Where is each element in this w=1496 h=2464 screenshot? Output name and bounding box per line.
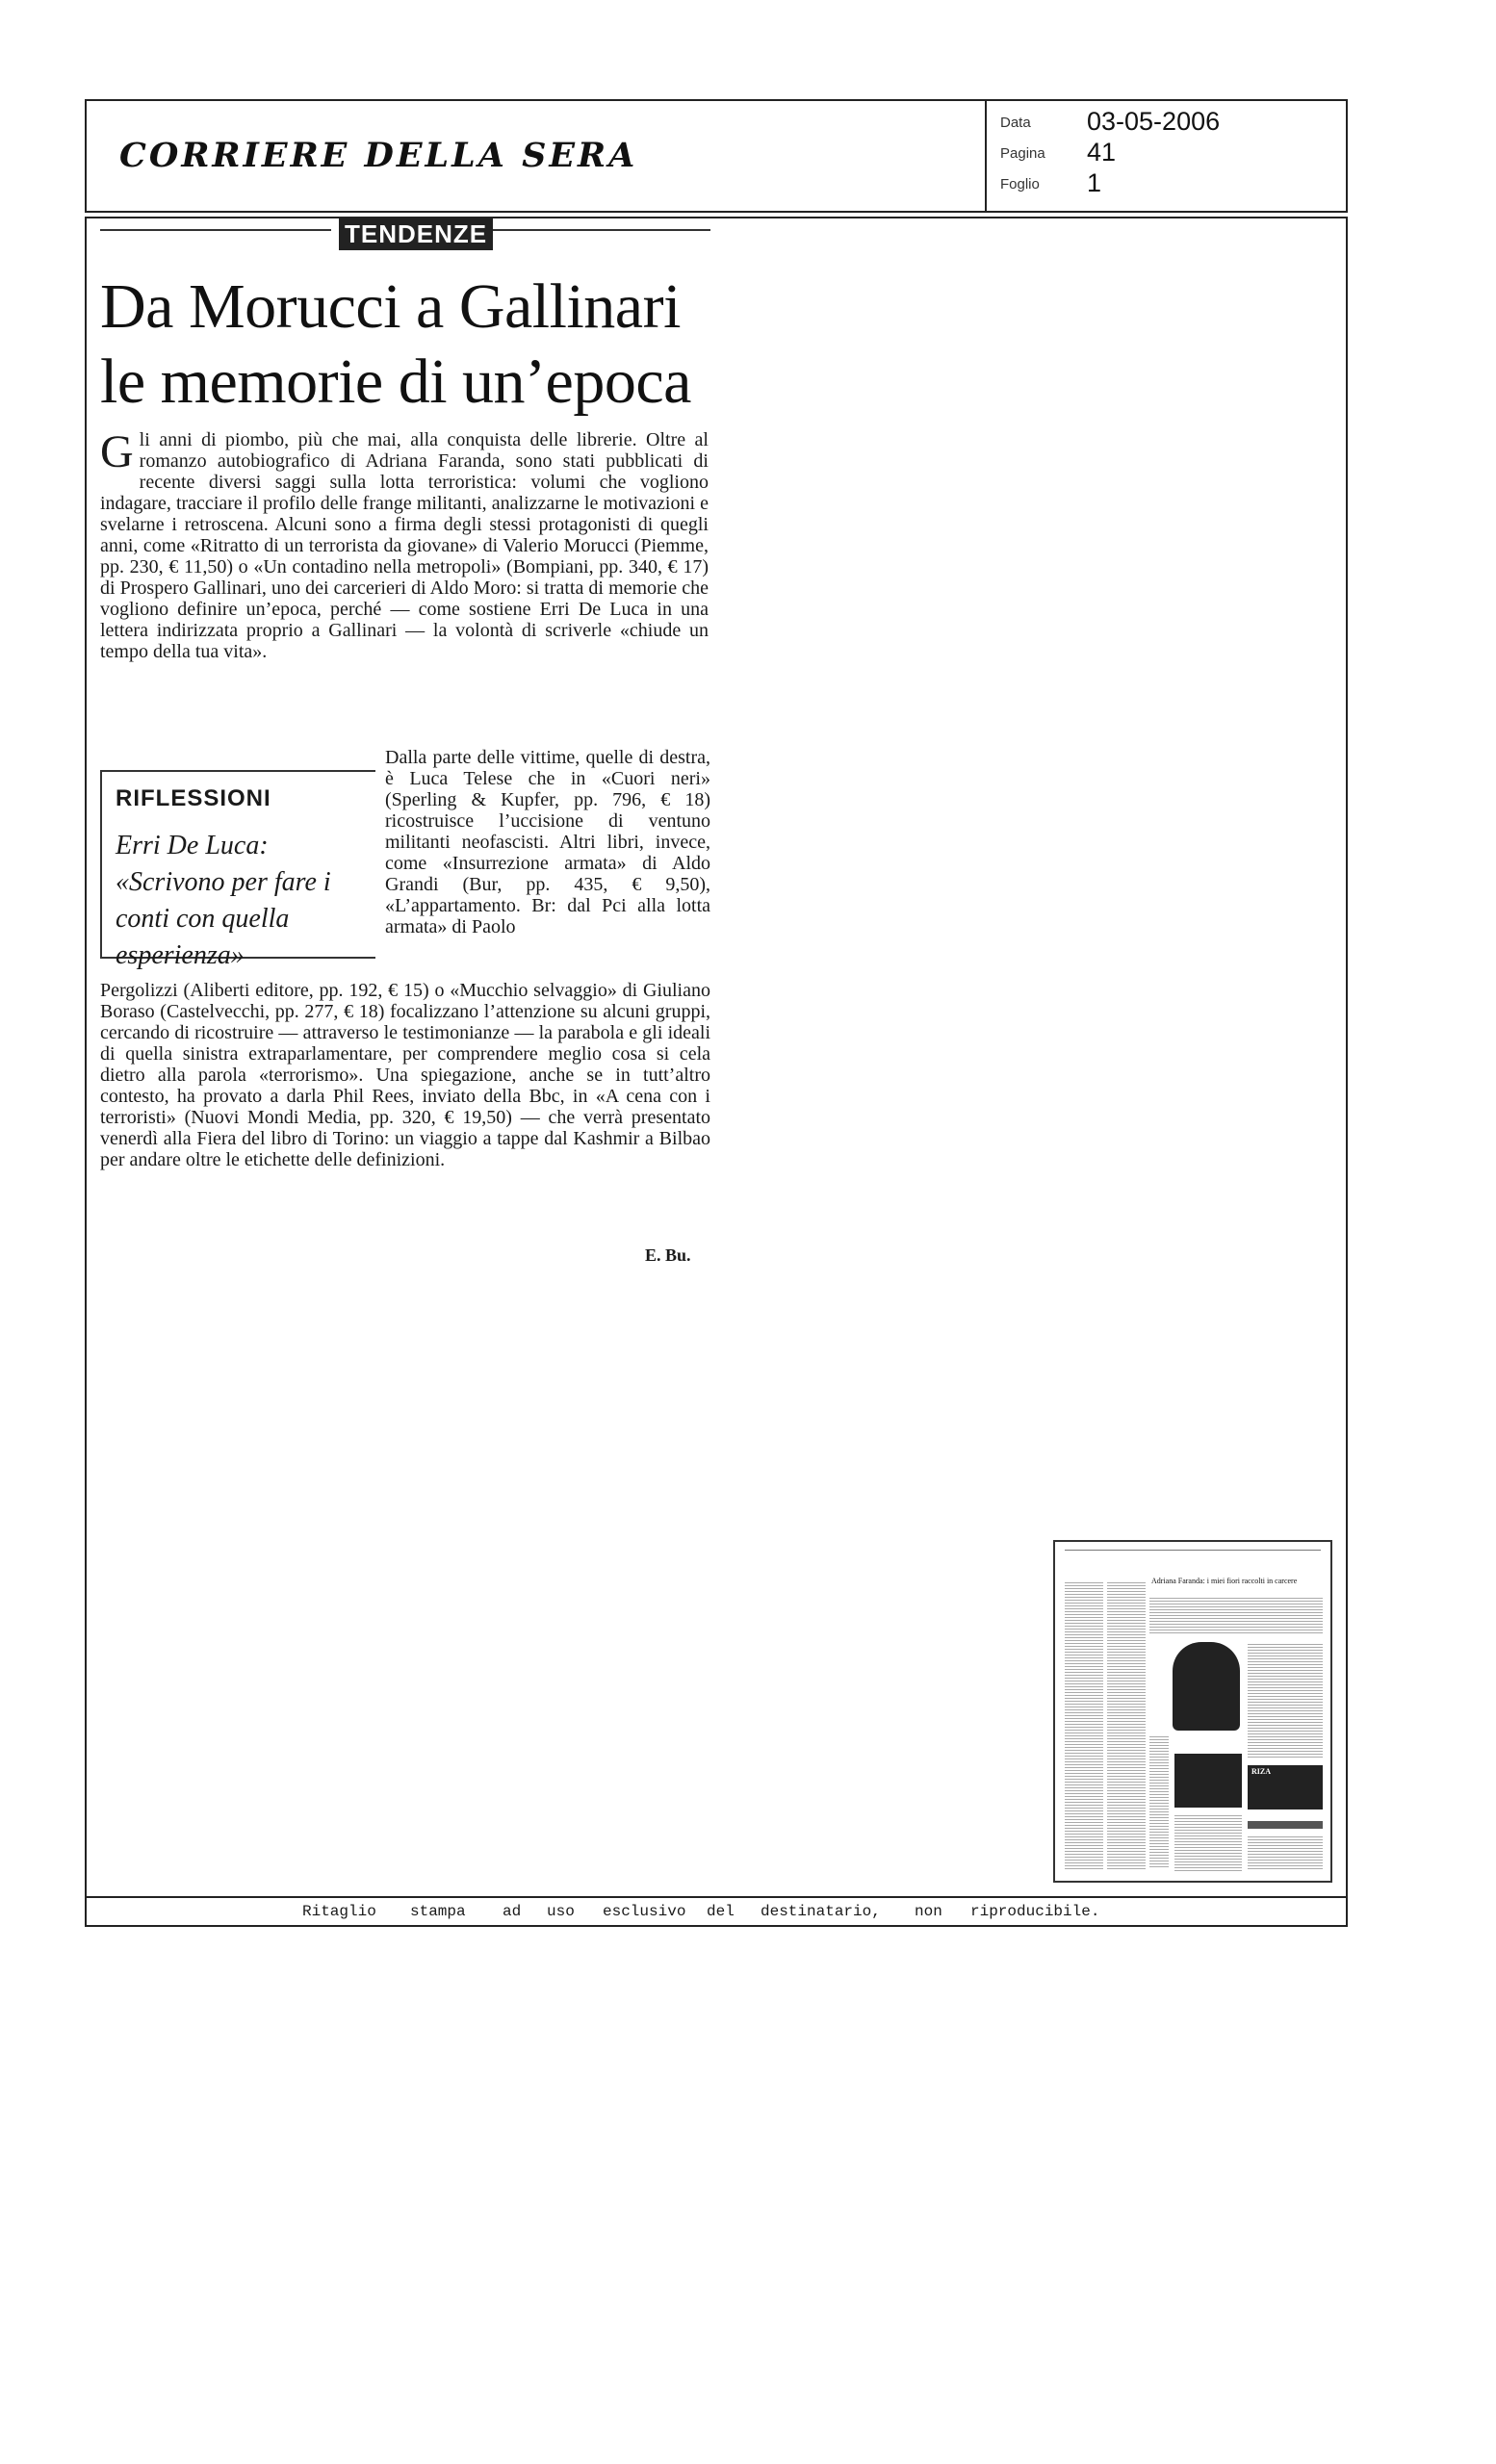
title-line-2: le memorie di un’epoca	[100, 346, 691, 417]
footer-word: destinatario,	[761, 1903, 881, 1920]
sheet-label: Foglio	[1000, 176, 1040, 192]
sidebar-box	[100, 770, 375, 970]
thumbnail-book-cover	[1174, 1754, 1242, 1808]
clipping-metadata	[985, 101, 1350, 211]
footer-word: non	[915, 1903, 942, 1920]
sidebar-quote: Erri De Luca: «Scrivono per fare i conti con quella esperienza»	[116, 831, 331, 970]
drop-cap: G	[100, 426, 134, 477]
thumbnail-column	[1174, 1813, 1242, 1871]
date-value: 03-05-2006	[1087, 107, 1221, 136]
thumbnail-column	[1065, 1580, 1103, 1869]
thumbnail-column	[1149, 1596, 1323, 1634]
thumbnail-top-rule	[1065, 1550, 1321, 1556]
thumbnail-column	[1248, 1642, 1323, 1758]
date-label: Data	[1000, 115, 1031, 131]
sheet-value: 1	[1087, 168, 1102, 197]
footer-word: stampa	[410, 1903, 466, 1920]
article-paragraph-1	[100, 426, 709, 662]
newspaper-masthead: CORRIERE DELLA SERA	[119, 136, 638, 175]
thumbnail-column	[1149, 1734, 1169, 1869]
footer-word: Ritaglio	[302, 1903, 376, 1920]
thumbnail-box	[1248, 1765, 1323, 1810]
footer-word: uso	[547, 1903, 575, 1920]
article-paragraph-3: Pergolizzi (Aliberti editore, pp. 192, € 15) o «Mucchio selvaggio» di Giuliano Boraso (Castelvecchi, pp. 277, € 18) focalizzano l’attenzione su alcuni gruppi, cercando di ricostruire — attraverso le testimonianze — la parabola e gli ideali di quella sinistra extraparlamentare, per comprendere meglio cosa si cela dietro alla parola «terrorismo». Una spiegazione, anche se in tutt’altro contesto, ha provato a darla Phil Rees, inviato della Bbc, in «A cena con i terroristi» (Nuovi Mondi Media, pp. 320, € 19,50) — che verrà presentato venerdì alla Fiera del libro di Torino: un viaggio a tappe dal Kashmir a Bilbao per andare oltre le etichette delle definizioni.	[100, 980, 710, 1170]
thumbnail-column	[1107, 1580, 1146, 1869]
footer-word: riproducibile.	[970, 1903, 1100, 1920]
thumbnail-box-title: RIZA	[1251, 1767, 1272, 1776]
kicker-rule-right	[476, 229, 710, 231]
article-paragraph-2: Dalla parte delle vittime, quelle di destra, è Luca Telese che in «Cuori neri» (Sperling & Kupfer, pp. 796, € 18) ricostruisce l’uccisione di ventuno militanti neofascisti. Altri libri, invece, come «Insurrezione armata» di Aldo Grandi (Bur, pp. 435, € 9,50), «L’appartamento. Br: dal Pci alla lotta armata» di Paolo	[385, 747, 710, 937]
sidebar-label: RIFLESSIONI	[116, 785, 271, 811]
article-title	[100, 270, 735, 420]
title-line-1: Da Morucci a Gallinari	[100, 271, 681, 342]
clipping-footer	[85, 1896, 1348, 1927]
author-signature: E. Bu.	[645, 1245, 691, 1265]
thumbnail-photo	[1173, 1642, 1240, 1731]
page-label: Pagina	[1000, 145, 1045, 162]
page-thumbnail	[1053, 1540, 1332, 1883]
thumbnail-headline: Adriana Faranda: i miei fiori raccolti in carcere	[1151, 1577, 1298, 1585]
thumbnail-column	[1248, 1835, 1323, 1871]
section-kicker: TENDENZE	[339, 218, 493, 250]
page-value: 41	[1087, 138, 1117, 167]
paragraph-1-text: li anni di piombo, più che mai, alla conquista delle librerie. Oltre al romanzo autobiografico di Adriana Faranda, sono stati pubblicati di recente diversi saggi sulla lotta terroristica: volumi che vogliono indagare, tracciare il profilo delle frange militanti, analizzarne le motivazioni e svelarne i retroscena. Alcuni sono a firma degli stessi protagonisti di quegli anni, come «Ritratto di un terrorista da giovane» di Valerio Morucci (Piemme, pp. 230, € 11,50) o «Un contadino nella metropoli» (Bompiani, pp. 340, € 17) di Prospero Gallinari, uno dei carcerieri di Aldo Moro: si tratta di memorie che vogliono definire un’epoca, perché — come sostiene Erri De Luca in una lettera indirizzata proprio a Gallinari — la volontà di scriverle «chiude un tempo della tua vita».	[100, 429, 709, 662]
footer-word: esclusivo	[603, 1903, 686, 1920]
clipping-header	[85, 99, 1348, 213]
footer-word: ad	[503, 1903, 522, 1920]
kicker-rule-left	[100, 229, 331, 231]
footer-word: del	[707, 1903, 735, 1920]
thumbnail-bar	[1248, 1821, 1323, 1829]
